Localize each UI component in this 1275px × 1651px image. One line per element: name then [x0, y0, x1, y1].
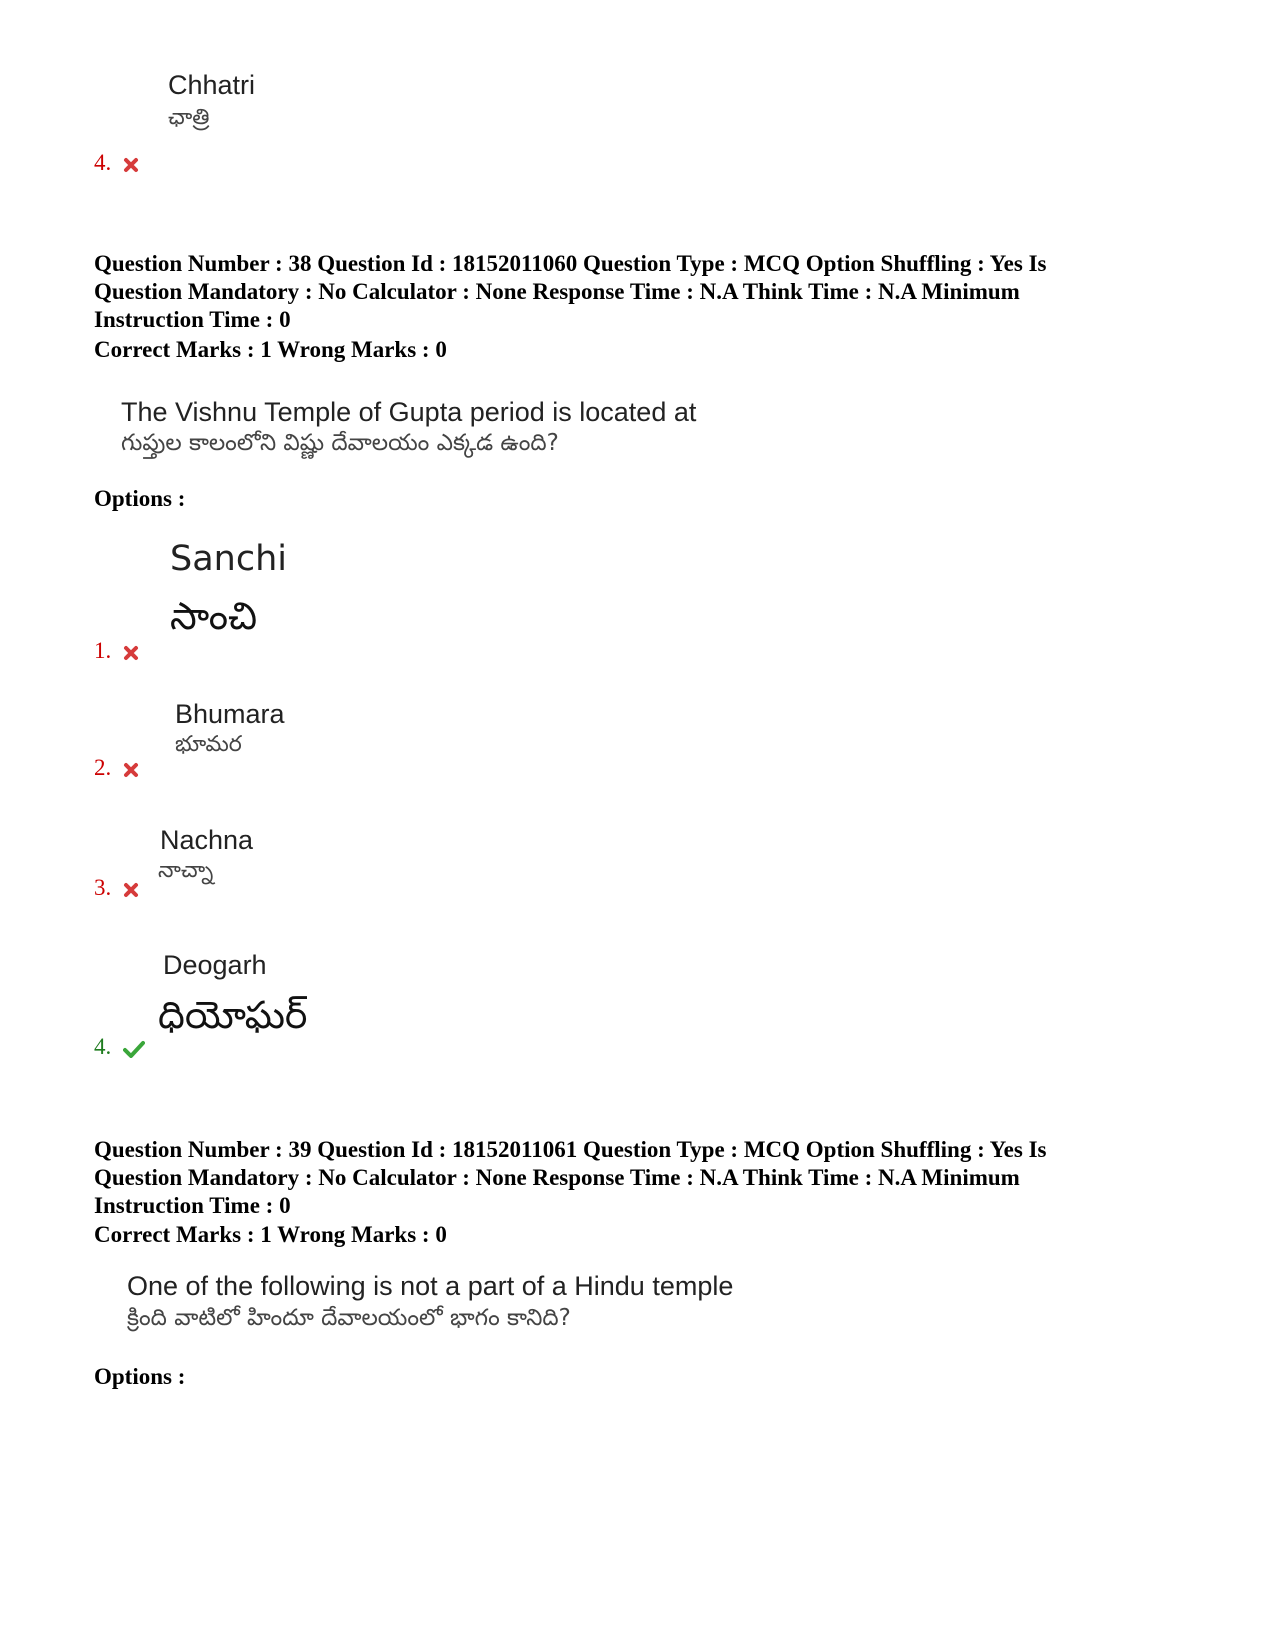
q39-meta-line1: Question Number : 39 Question Id : 18152011061 Question Type : MCQ Option Shuffling : Yes Is [94, 1137, 1047, 1162]
q39-meta-line2: Question Mandatory : No Calculator : None Response Time : N.A Think Time : N.A Minimum [94, 1165, 1020, 1190]
q38-meta [94, 250, 1194, 334]
prev-option-4-te: ఛాత్రి [168, 105, 210, 130]
cross-icon [123, 645, 139, 661]
cross-icon [123, 882, 139, 898]
q38-question-en: The Vishnu Temple of Gupta period is located at [121, 397, 697, 427]
q38-option-3-te: నాచ్నా [158, 858, 214, 883]
q39-marks: Correct Marks : 1 Wrong Marks : 0 [94, 1222, 447, 1247]
q38-option-1-number: 1. [94, 638, 139, 664]
q39-meta [94, 1136, 1194, 1220]
q38-meta-line1: Question Number : 38 Question Id : 18152011060 Question Type : MCQ Option Shuffling : Yes Is [94, 251, 1047, 276]
q38-option-1-en: Sanchi [170, 539, 287, 579]
q38-marks: Correct Marks : 1 Wrong Marks : 0 [94, 337, 447, 362]
q38-option-2-en: Bhumara [175, 699, 285, 729]
q39-options-label: Options : [94, 1364, 186, 1389]
q38-options-label: Options : [94, 486, 186, 511]
q38-option-1-te: సాంచి [170, 594, 258, 638]
q39-meta-line3: Instruction Time : 0 [94, 1193, 291, 1218]
q38-meta-line2: Question Mandatory : No Calculator : None Response Time : N.A Think Time : N.A Minimum [94, 279, 1020, 304]
q38-option-2-te: భూమర [175, 732, 242, 757]
check-icon [123, 1040, 145, 1058]
cross-icon [123, 762, 139, 778]
q38-question-te: గుప్తుల కాలంలోని విష్ణు దేవాలయం ఎక్కడ ఉంది? [121, 430, 559, 456]
q39-question-te: క్రింది వాటిలో హిందూ దేవాలయంలో భాగం కానిది? [127, 1305, 571, 1331]
q38-option-2-number: 2. [94, 755, 139, 781]
q38-option-4-te: ధియోఘర్ [158, 993, 308, 1037]
cross-icon [123, 157, 139, 173]
q39-question-en: One of the following is not a part of a Hindu temple [127, 1271, 734, 1301]
prev-option-4-number: 4. [94, 150, 139, 176]
q38-option-3-en: Nachna [160, 825, 254, 855]
q38-option-4-en: Deogarh [163, 950, 267, 980]
prev-option-4-en: Chhatri [168, 70, 256, 100]
q38-option-4-number: 4. [94, 1034, 145, 1060]
q38-meta-line3: Instruction Time : 0 [94, 307, 291, 332]
q38-option-3-number: 3. [94, 875, 139, 901]
